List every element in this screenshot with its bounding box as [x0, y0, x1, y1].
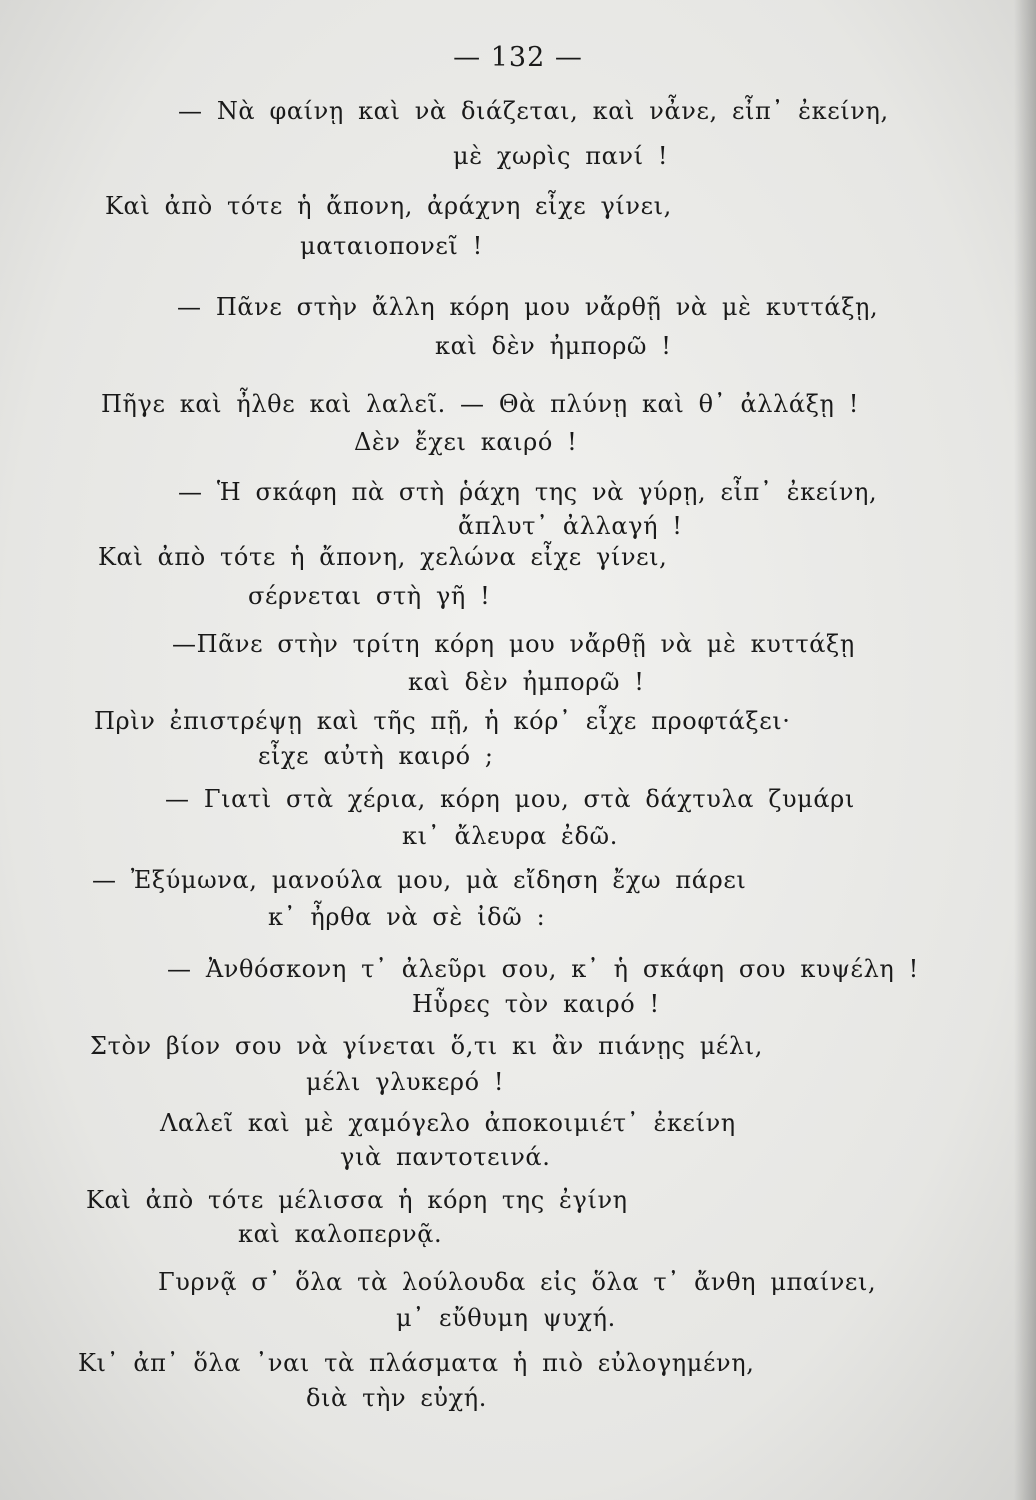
poem-line: καὶ δὲν ἠμπορῶ !	[435, 332, 672, 360]
poem-line: καὶ καλοπερνᾷ.	[238, 1220, 443, 1248]
poem-line: Πῆγε καὶ ἦλθε καὶ λαλεῖ. — Θὰ πλύνῃ καὶ θ᾽ ἀλλάξῃ !	[101, 390, 859, 418]
poem-line: —Πᾶνε στὴν τρίτη κόρη μου νἄρθῇ νὰ μὲ κυττάξῃ	[172, 630, 855, 658]
poem-line: — Γιατὶ στὰ χέρια, κόρη μου, στὰ δάχτυλα ζυμάρι	[165, 785, 855, 813]
poem-line: Γυρνᾷ σ᾽ ὅλα τὰ λούλουδα εἰς ὅλα τ᾽ ἄνθη μπαίνει,	[158, 1268, 877, 1296]
poem-line: Καὶ ἀπὸ τότε μέλισσα ἡ κόρη της ἐγίνη	[86, 1186, 628, 1214]
poem-line: Δὲν ἔχει καιρό !	[354, 428, 578, 456]
poem-line: κι᾽ ἄλευρα ἐδῶ.	[402, 822, 618, 850]
poem-line: γιὰ παντοτεινά.	[340, 1143, 551, 1171]
poem-line: Κι᾽ ἀπ᾽ ὅλα ᾽ναι τὰ πλάσματα ἡ πιὸ εὐλογημένη,	[78, 1349, 755, 1377]
poem-line: Πρὶν ἐπιστρέψῃ καὶ τῆς πῇ, ἡ κόρ᾽ εἶχε προφτάξει·	[94, 707, 791, 735]
poem-line: κ᾽ ἦρθα νὰ σὲ ἰδῶ :	[268, 903, 546, 931]
poem-line: — Ἡ σκάφη πὰ στὴ ῥάχη της νὰ γύρῃ, εἶπ᾽ ἐκείνη,	[178, 478, 878, 506]
poem-line: καὶ δὲν ἠμπορῶ !	[408, 668, 645, 696]
poem-line: Καὶ ἀπὸ τότε ἡ ἄπονη, ἀράχνη εἶχε γίνει,	[105, 192, 672, 220]
poem-line: μὲ χωρὶς πανί !	[453, 142, 669, 170]
poem-line: ματαιοπονεῖ !	[300, 232, 483, 260]
poem-line: Λαλεῖ καὶ μὲ χαμόγελο ἀποκοιμιέτ᾽ ἐκείνη	[160, 1109, 736, 1137]
poem-line: — Ἐξύμωνα, μανούλα μου, μὰ εἴδηση ἔχω πάρει	[92, 866, 747, 894]
poem-line: — Ἀνθόσκονη τ᾽ ἀλεῦρι σου, κ᾽ ἡ σκάφη σου κυψέλη !	[167, 955, 919, 983]
poem-line: — Νὰ φαίνῃ καὶ νὰ διάζεται, καὶ νἆνε, εἶπ᾽ ἐκείνη,	[178, 97, 889, 125]
poem-line: Ηὗρες τὸν καιρό !	[412, 990, 660, 1018]
poem-line: — Πᾶνε στὴν ἄλλη κόρη μου νἄρθῇ νὰ μὲ κυττάξῃ,	[177, 293, 879, 321]
poem-line: σέρνεται στὴ γῆ !	[248, 582, 491, 610]
poem-line: εἶχε αὐτὴ καιρό ;	[258, 742, 494, 770]
poem-line: μέλι γλυκερό !	[306, 1068, 505, 1096]
poem-line: ἄπλυτ᾽ ἀλλαγή !	[458, 512, 683, 540]
page-number: — 132 —	[453, 42, 583, 73]
page-edge-shadow	[1014, 0, 1036, 1500]
poem-line: Στὸν βίον σου νὰ γίνεται ὅ,τι κι ἂν πιάνῃς μέλι,	[90, 1032, 764, 1060]
poem-line: μ᾽ εὔθυμη ψυχή.	[396, 1304, 616, 1332]
poem-line: διὰ τὴν εὐχή.	[306, 1384, 487, 1412]
poem-line: Καὶ ἀπὸ τότε ἡ ἄπονη, χελώνα εἶχε γίνει,	[98, 543, 668, 571]
